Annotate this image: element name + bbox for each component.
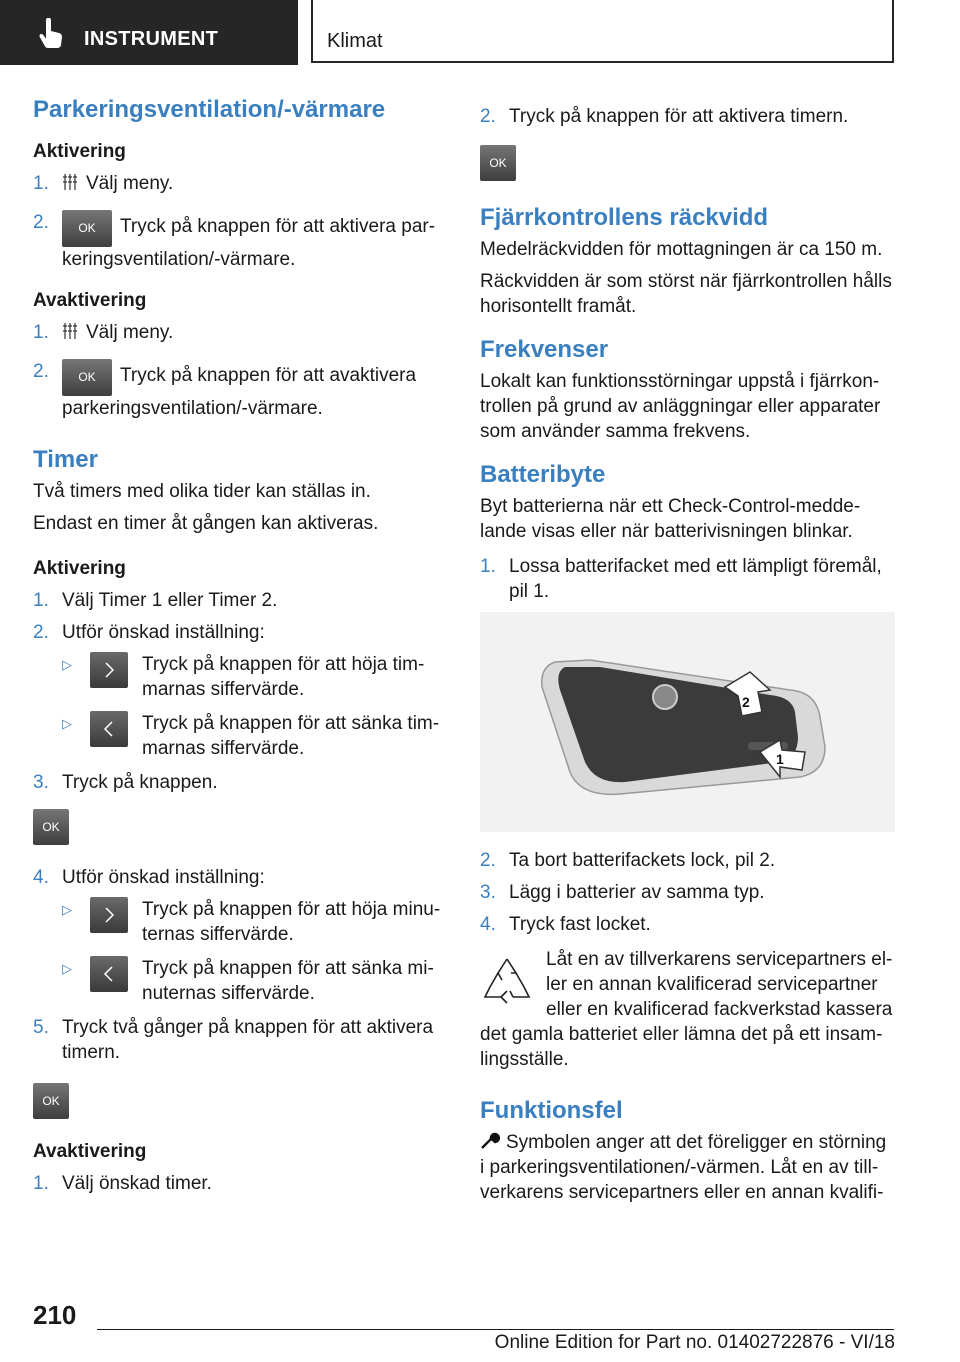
- paragraph: Byt batterierna när ett Check-Control-meddelande visas eller när batterivisningen blinkar.: [480, 496, 861, 542]
- arrow-left-button-icon: [90, 711, 128, 747]
- figure-label-arrow-1: 1: [776, 751, 784, 767]
- ok-button-icon: OK: [33, 809, 69, 845]
- sub-list-item: ▷ Tryck på knappen för att höja minuternas siffervärde.: [62, 899, 441, 945]
- arrow-right-button-icon: [90, 897, 128, 933]
- arrow-right-button-icon: [90, 652, 128, 688]
- ok-button-icon: OK: [62, 210, 112, 247]
- section-title-frequencies: Frekvenser: [480, 336, 609, 363]
- paragraph: Lokalt kan funktionsstörningar uppstå i fjärrkontrollen på grund av anläggningar eller apparater som använder samma frekvens.: [480, 371, 881, 442]
- recycle-icon: [480, 953, 534, 1007]
- triangle-bullet-icon: ▷: [62, 716, 72, 731]
- header-chapter-label: Klimat: [327, 30, 383, 52]
- section-title-range: Fjärrkontrollens räckvidd: [480, 204, 769, 231]
- header-section-tab: [0, 0, 298, 65]
- menu-heat-icon: [62, 173, 78, 191]
- remote-key-figure: [480, 612, 895, 832]
- footer-edition: Online Edition for Part no. 01402722876 - VI/18: [494, 1332, 895, 1353]
- wrench-icon: [480, 1132, 500, 1150]
- list-item: 4. Utför önskad inställning:: [33, 867, 265, 888]
- list-item: 3. Lägg i batterier av samma typ.: [480, 882, 765, 903]
- list-item: 3. Tryck på knappen.: [33, 772, 218, 793]
- right-column: [480, 95, 895, 1212]
- hand-pointer-icon: [36, 18, 66, 50]
- list-item: 1. Välj Timer 1 eller Timer 2.: [33, 590, 278, 611]
- section-title-parking-ventilation: Parkeringsventilation/-värmare: [33, 96, 386, 123]
- triangle-bullet-icon: ▷: [62, 657, 72, 672]
- ok-button-figure: [33, 1083, 448, 1119]
- sub-list-item: ▷ Tryck på knappen för att sänka minuternas siffervärde.: [62, 958, 434, 1004]
- list-item: 5. Tryck två gånger på knappen för att aktivera timern.: [33, 1017, 434, 1063]
- paragraph: Två timers med olika tider kan ställas in.: [33, 481, 371, 502]
- ok-button-icon: OK: [480, 145, 516, 181]
- ok-button-figure: [33, 809, 448, 845]
- list-item: 2. OK Tryck på knappen för att aktivera parkeringsventilation/-värmare.: [33, 212, 436, 270]
- timer-deactivation-heading: Avaktivering: [33, 1141, 147, 1162]
- header-chapter-tab: [311, 0, 894, 63]
- header-section-label: INSTRUMENT: [84, 28, 219, 50]
- section-title-fault: Funktionsfel: [480, 1097, 623, 1124]
- recycle-note: Låt en av tillverkarens servicepartners eller en annan kvalificerad servicepartner eller en kvalificerad fackverkstad kassera det gamla batteriet eller lämna det på ett insamlingsställe.: [480, 949, 893, 1070]
- figure-label-arrow-2: 2: [742, 694, 750, 710]
- list-item: 4. Tryck fast locket.: [480, 914, 651, 935]
- timer-activation-heading: Aktivering: [33, 558, 126, 579]
- list-item: 1. Välj meny.: [33, 173, 174, 194]
- left-column: [33, 95, 448, 1203]
- ok-button-icon: OK: [33, 1083, 69, 1119]
- list-item: 2. Tryck på knappen för att aktivera timern.: [480, 106, 849, 127]
- footer-divider: [97, 1329, 894, 1330]
- list-item: 1. Välj önskad timer.: [33, 1173, 212, 1194]
- menu-heat-icon: [62, 322, 78, 340]
- section-title-battery: Batteribyte: [480, 461, 606, 488]
- list-item: 2. Utför önskad inställning:: [33, 622, 265, 643]
- triangle-bullet-icon: ▷: [62, 902, 72, 917]
- paragraph: Symbolen anger att det föreligger en störning i parkeringsventilationen/-värmen. Låt en av tillverkarens servicepartners eller en annan kvalifi-: [480, 1132, 887, 1203]
- activation-heading: Aktivering: [33, 141, 126, 162]
- arrow-left-button-icon: [90, 956, 128, 992]
- sub-list-item: ▷ Tryck på knappen för att sänka timmarnas siffervärde.: [62, 713, 440, 759]
- ok-button-icon: OK: [62, 359, 112, 396]
- paragraph: Medelräckvidden för mottagningen är ca 150 m.: [480, 239, 883, 260]
- triangle-bullet-icon: ▷: [62, 961, 72, 976]
- ok-button-figure: [480, 145, 895, 181]
- sub-list-item: ▷ Tryck på knappen för att höja timmarnas siffervärde.: [62, 654, 425, 700]
- remote-key-illustration: [480, 612, 895, 832]
- list-item: 2. OK Tryck på knappen för att avaktivera parkeringsventilation/-värmare.: [33, 361, 417, 419]
- deactivation-heading: Avaktivering: [33, 290, 147, 311]
- section-title-timer: Timer: [33, 446, 98, 473]
- list-item: 1. Välj meny.: [33, 322, 174, 343]
- paragraph: Endast en timer åt gången kan aktiveras.: [33, 513, 379, 534]
- list-item: 2. Ta bort batterifackets lock, pil 2.: [480, 850, 776, 871]
- page-number: 210: [33, 1300, 77, 1330]
- list-item: 1. Lossa batterifacket med ett lämpligt föremål, pil 1.: [480, 556, 882, 602]
- paragraph: Räckvidden är som störst när fjärrkontrollen hålls horisontellt framåt.: [480, 271, 892, 317]
